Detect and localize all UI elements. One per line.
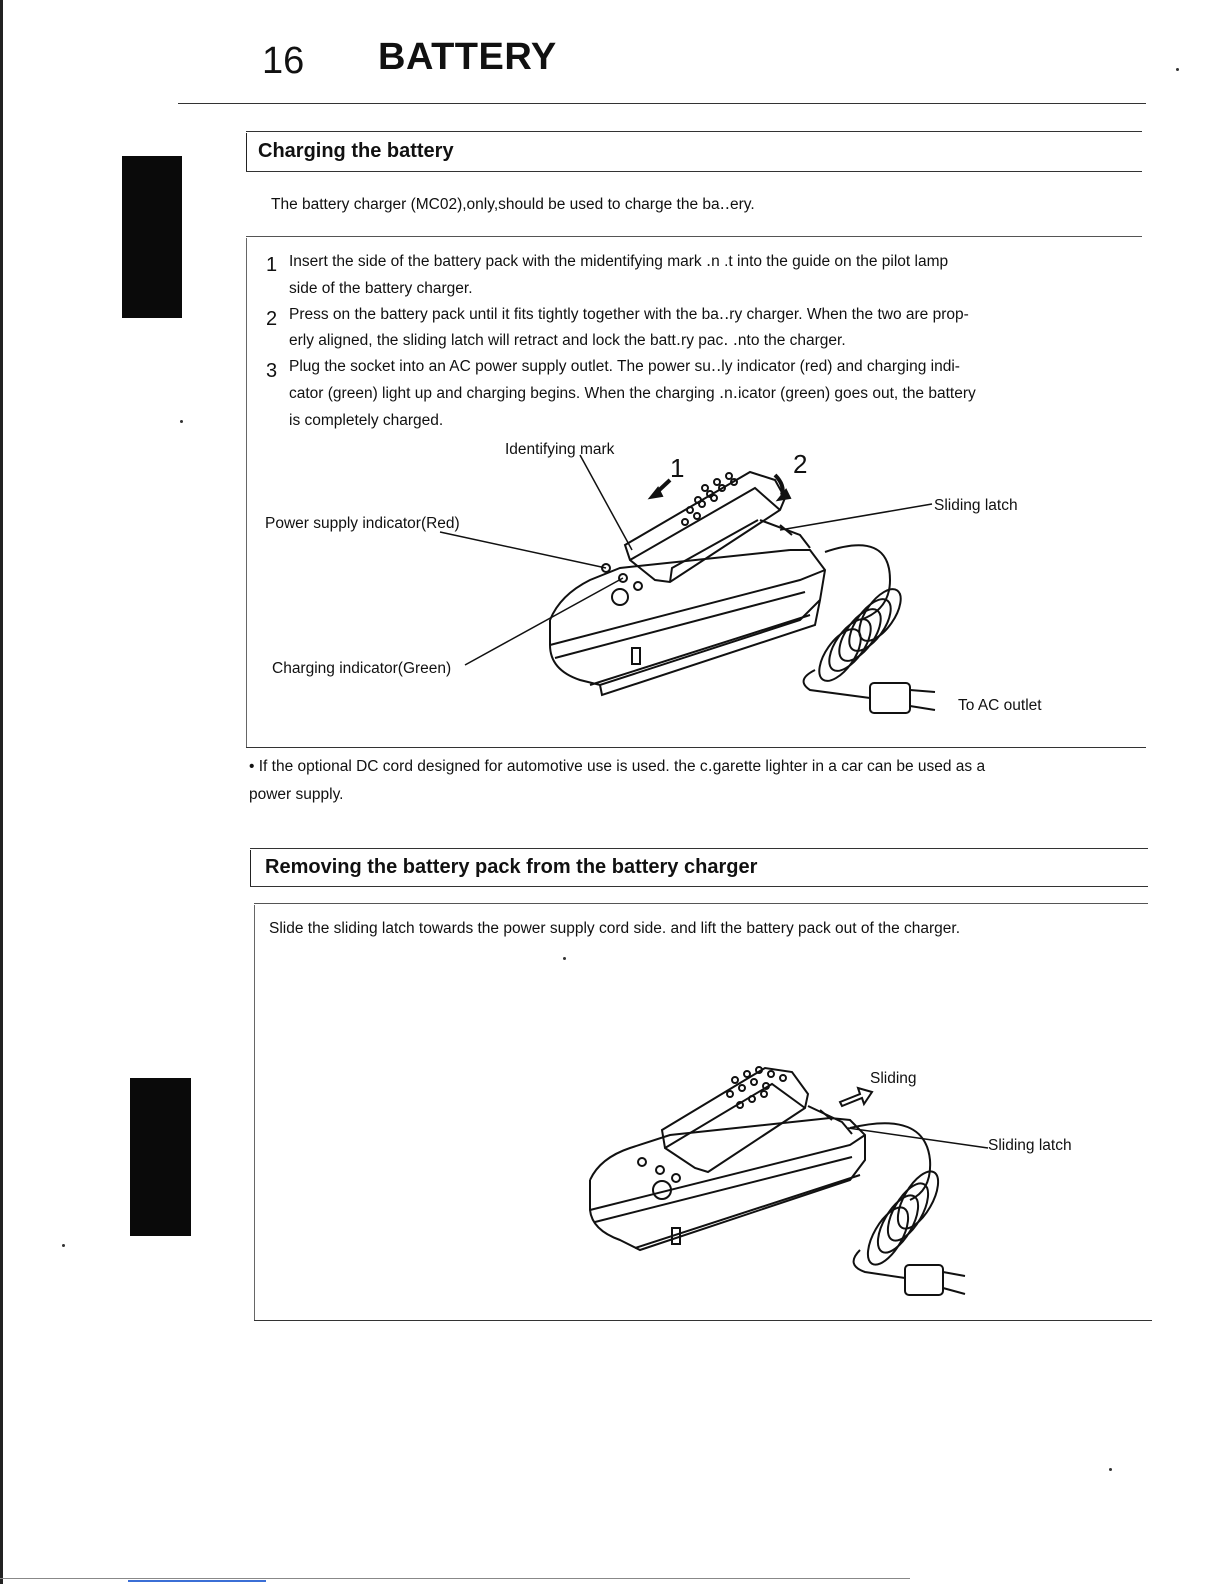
steps-left-rule [246,238,247,748]
removal-instructions: Slide the sliding latch towards the power supply cord side. and lift the battery pack out of the charger. [269,920,961,937]
section2-title-bar [250,850,251,886]
section1-top-rule [246,131,1142,132]
charging-indicator-label: Charging indicator(Green) [272,660,452,677]
sliding-latch-label-2: Sliding latch [988,1137,1072,1154]
scan-mark [62,1244,65,1247]
scan-mark [180,420,183,423]
sliding-direction-label: Sliding [870,1070,917,1087]
scan-mark [1109,1468,1112,1471]
page-bottom-rule [0,1578,910,1579]
figure1-bottom-rule [246,747,1146,748]
page-bottom-blue-rule [128,1580,266,1582]
step-3-text-line1: Plug the socket into an AC power supply outlet. The power su․․ly indicator (red) and charging indi- [289,358,960,375]
step-3-text-line3: is completely charged. [289,412,444,429]
page-number: 16 [262,40,305,82]
ac-outlet-label: To AC outlet [958,697,1042,714]
page-title: BATTERY [378,36,557,78]
figure-step-2-marker: 2 [793,449,808,479]
section2-box-left-rule [254,905,255,1320]
section1-title-rule [246,171,1142,172]
step-1-text-line1: Insert the side of the battery pack with the midentifying mark ․n .t into the guide on the pilot lamp [289,253,949,270]
sliding-latch-label: Sliding latch [934,497,1018,514]
figure-step-1-marker: 1 [670,453,685,483]
header-rule [178,103,1146,104]
steps-top-rule [246,236,1142,237]
figure2-bottom-rule [254,1320,1152,1321]
scan-mark [563,957,566,960]
section-tab-top [122,156,182,318]
dc-cord-note-line2: power supply. [249,786,344,803]
step-1-text-line2: side of the battery charger. [289,280,473,297]
step-1-number: 1 [266,254,278,276]
scan-mark [1176,68,1179,71]
step-3-text-line2: cator (green) light up and charging begins. When the charging ․n․icator (green) goes out, the battery [289,385,976,402]
step-2-text-line2: erly aligned, the sliding latch will retract and lock the batt․ry pac․ ․nto the charger. [289,332,846,349]
section2-title: Removing the battery pack from the battery charger [265,856,758,878]
power-indicator-label: Power supply indicator(Red) [265,515,460,532]
charger-illustration-2 [580,1050,1000,1310]
dc-cord-note-line1: • If the optional DC cord designed for automotive use is used. the c․garette lighter in a car can be used as a [249,758,986,775]
charger-illustration-1 [420,440,960,740]
identifying-mark-label: Identifying mark [505,441,615,458]
section2-top-rule [250,848,1148,849]
step-2-text-line1: Press on the battery pack until it fits tightly together with the ba․․ry charger. When the two are prop- [289,306,969,323]
section-tab-bottom [130,1078,191,1236]
section1-intro: The battery charger (MC02),only,should be used to charge the ba․․ery. [271,196,755,213]
step-2-number: 2 [266,308,278,330]
page-left-edge [0,0,3,1584]
section2-box-top-rule [254,903,1148,904]
section2-title-rule [250,886,1148,887]
step-3-number: 3 [266,360,278,382]
section1-title: Charging the battery [258,140,454,162]
section1-title-bar [246,133,247,171]
